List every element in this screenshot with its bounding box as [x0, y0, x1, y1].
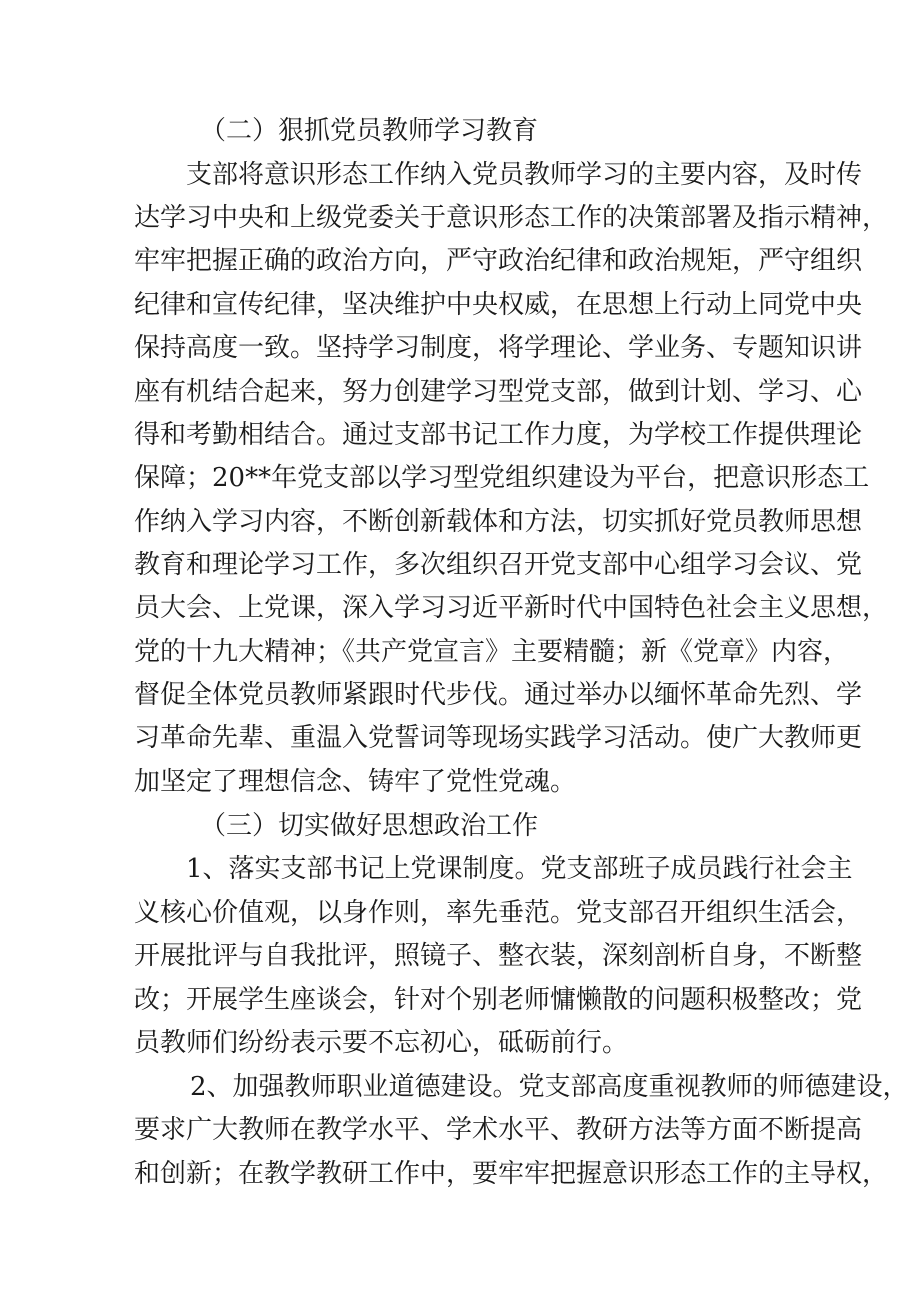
section-heading-text: （三）切实做好思想政治工作 [200, 811, 539, 841]
paragraph-line: 要求广大教师在教学水平、学术水平、教研方法等方面不断提高 [134, 1115, 863, 1145]
paragraph-line: 党的十九大精神；《共产党宣言》主要精髓；新《党章》内容， [134, 637, 850, 667]
paragraph-line: 和创新；在教学教研工作中，要牢牢把握意识形态工作的主导权， [134, 1159, 889, 1189]
paragraph-line: 支部将意识形态工作纳入党员教师学习的主要内容，及时传 [186, 160, 863, 190]
section-heading-text: （二）狠抓党员教师学习教育 [200, 116, 539, 146]
paragraph-line: 牢牢把握正确的政治方向，严守政治纪律和政治规矩，严守组织 [134, 246, 863, 276]
paragraph-line: 作纳入学习内容，不断创新载体和方法，切实抓好党员教师思想 [134, 507, 863, 537]
paragraph-line: 习革命先辈、重温入党誓词等现场实践学习活动。使广大教师更 [134, 723, 863, 753]
paragraph-line: 座有机结合起来，努力创建学习型党支部，做到计划、学习、心 [134, 377, 863, 407]
paragraph-line: 得和考勤相结合。通过支部书记工作力度，为学校工作提供理论 [134, 420, 863, 450]
section-heading [0, 805, 920, 847]
paragraph-line: 保障；20**年党支部以学习型党组织建设为平台，把意识形态工 [134, 463, 870, 493]
paragraph-line: 改；开展学生座谈会，针对个别老师慵懒散的问题积极整改；党 [134, 985, 863, 1015]
paragraph-line: 员大会、上党课，深入学习习近平新时代中国特色社会主义思想， [134, 593, 889, 623]
paragraph-line: 达学习中央和上级党委关于意识形态工作的决策部署及指示精神， [134, 203, 889, 233]
paragraph-line: 义核心价值观，以身作则，率先垂范。党支部召开组织生活会， [134, 898, 863, 928]
paragraph-line: 教育和理论学习工作，多次组织召开党支部中心组学习会议、党 [134, 550, 863, 580]
paragraph-line: 开展批评与自我批评，照镜子、整衣装，深刻剖析自身，不断整 [134, 941, 863, 971]
section-heading [0, 110, 920, 152]
paragraph-line: 加坚定了理想信念、铸牢了党性党魂。 [134, 767, 577, 797]
paragraph-line: 保持高度一致。坚持学习制度，将学理论、学业务、专题知识讲 [134, 333, 863, 363]
paragraph-line: 2、加强教师职业道德建设。党支部高度重视教师的师德建设， [190, 1072, 909, 1102]
paragraph-line: 1、落实支部书记上党课制度。党支部班子成员践行社会主 [186, 854, 853, 884]
paragraph-line: 纪律和宣传纪律，坚决维护中央权威，在思想上行动上同党中央 [134, 290, 863, 320]
paragraph-line: 员教师们纷纷表示要不忘初心，砥砺前行。 [134, 1028, 629, 1058]
paragraph-line: 督促全体党员教师紧跟时代步伐。通过举办以缅怀革命先烈、学 [134, 680, 863, 710]
